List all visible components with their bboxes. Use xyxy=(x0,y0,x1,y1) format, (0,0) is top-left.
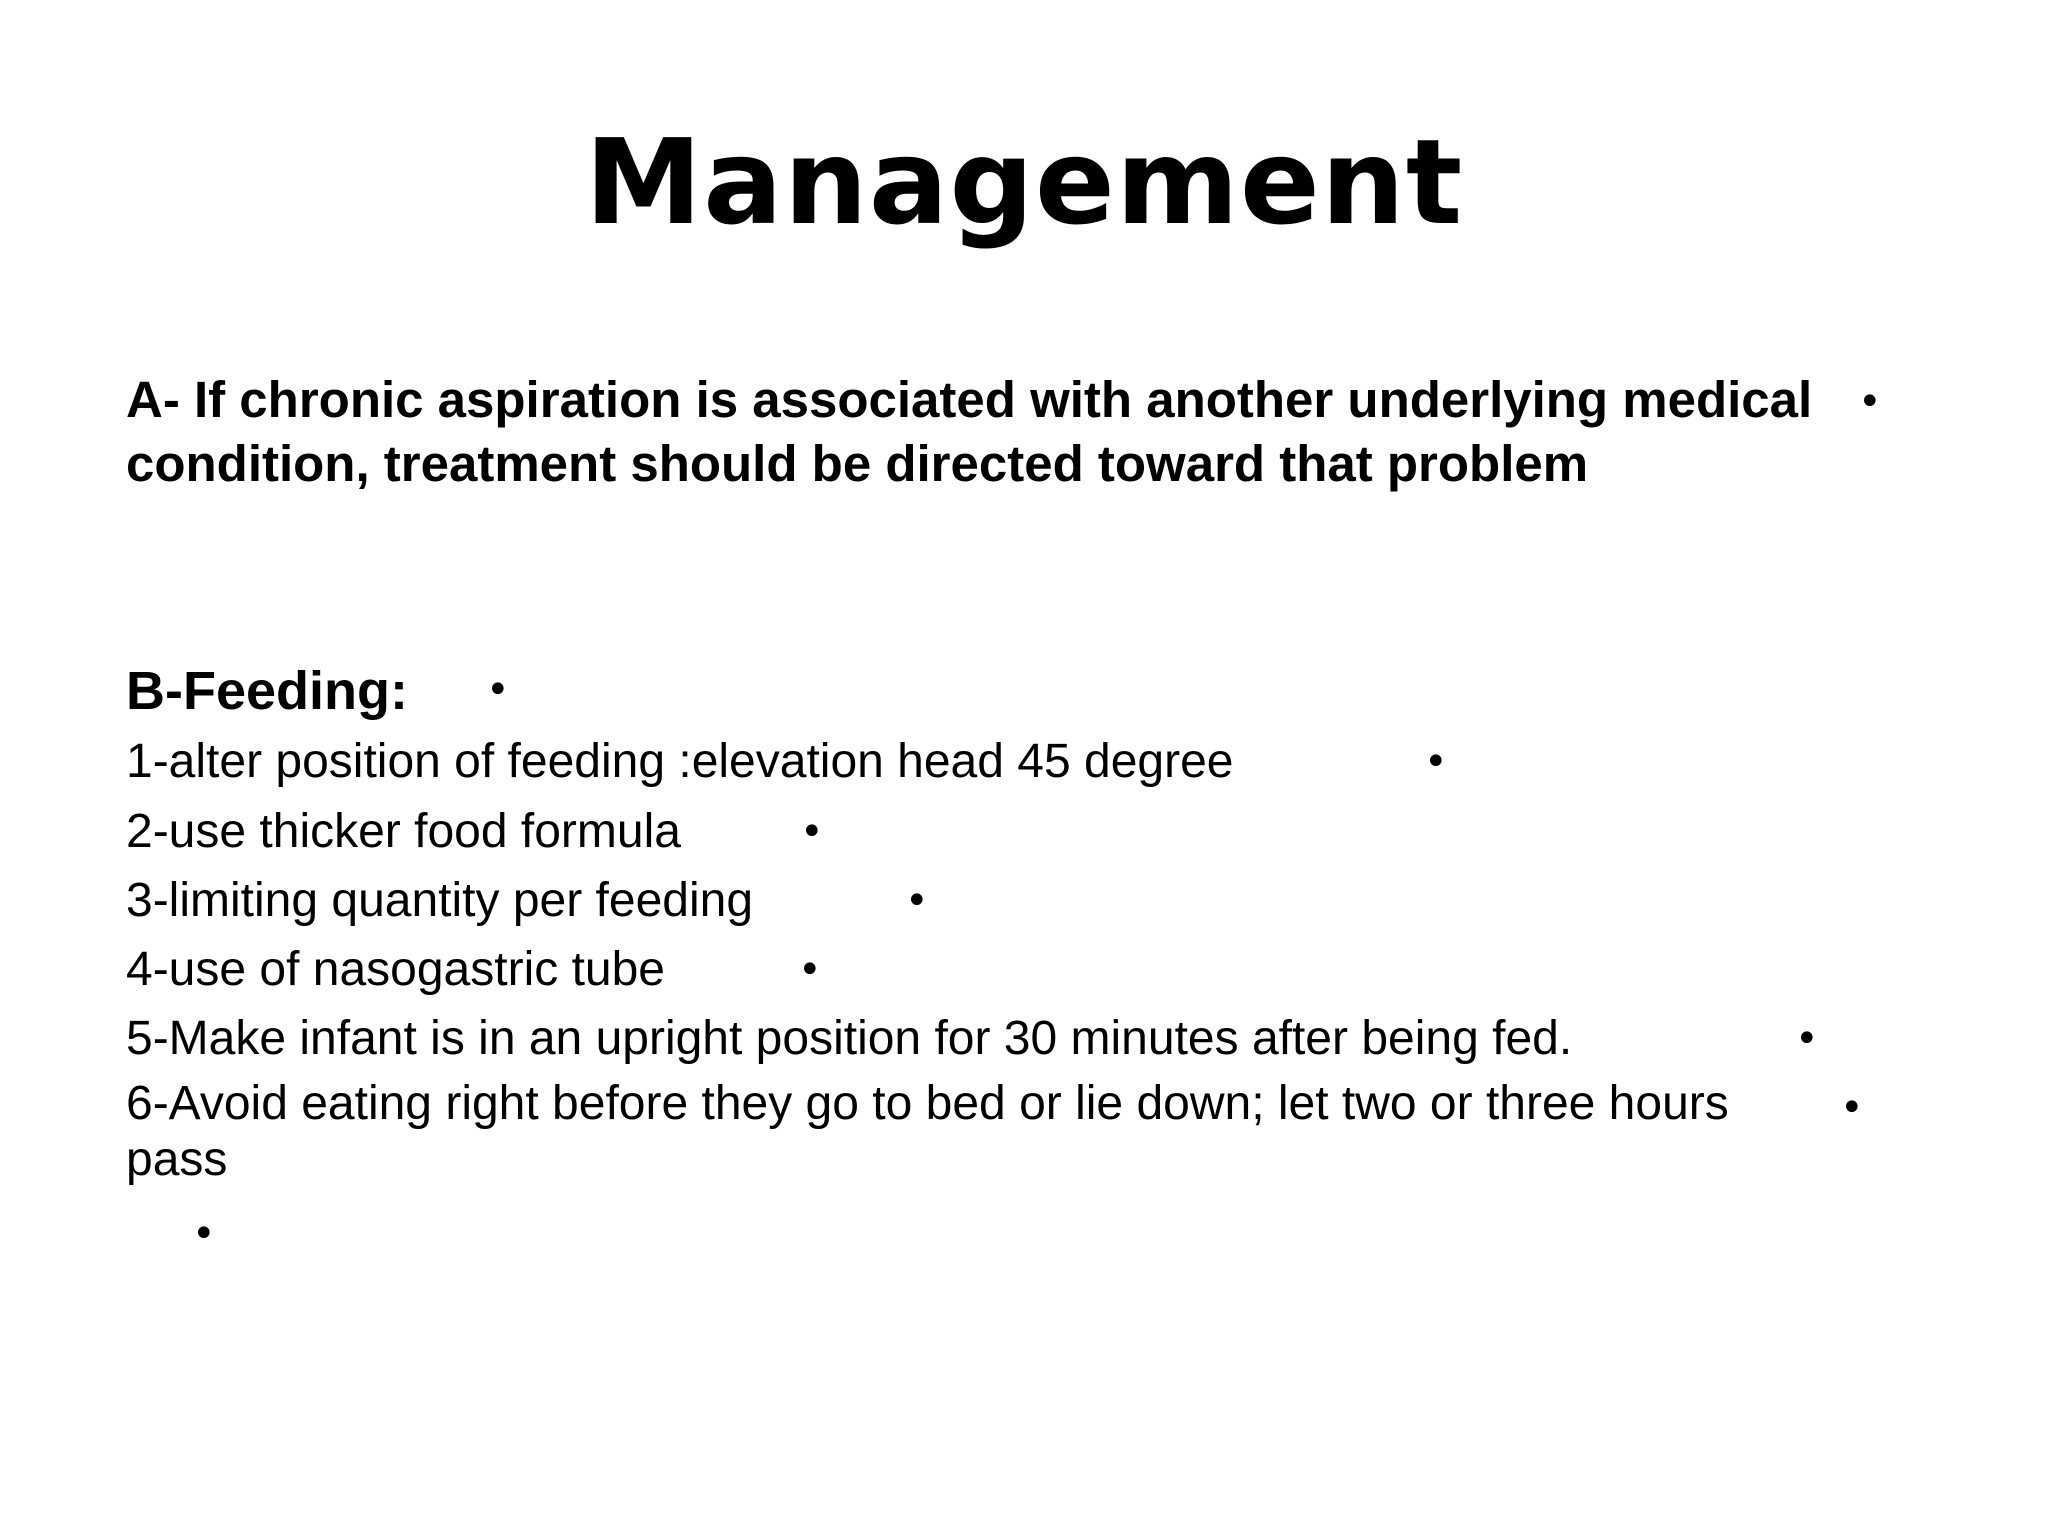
bullet-marker: • xyxy=(1424,739,1448,785)
bullet-marker: • xyxy=(800,809,824,855)
list-item: 6-Avoid eating right before they go to bed or lie down; let two or three hours pass xyxy=(126,1077,1729,1186)
heading-feeding: B-Feeding: xyxy=(126,661,408,721)
bullet-marker: • xyxy=(192,1211,216,1257)
bullet-marker: • xyxy=(1795,1016,1819,1062)
list-item: 1-alter position of feeding :elevation head 45 degree xyxy=(126,735,1234,788)
list-item: 5-Make infant is in an upright position for 30 minutes after being fed. xyxy=(126,1012,1573,1065)
bullet-marker: • xyxy=(1858,379,1882,425)
bullet-marker: • xyxy=(1840,1085,1864,1131)
slide-title: Management xyxy=(584,113,1464,251)
paragraph-a: A- If chronic aspiration is associated with another underlying medical condition, treatment should be directed toward that problem xyxy=(126,371,1813,492)
list-item: 2-use thicker food formula xyxy=(126,805,681,858)
bullet-marker: • xyxy=(798,947,822,993)
bullet-marker: • xyxy=(486,667,510,713)
list-item: 3-limiting quantity per feeding xyxy=(126,874,754,927)
list-item: 4-use of nasogastric tube xyxy=(126,943,665,996)
bullet-marker: • xyxy=(905,878,929,924)
